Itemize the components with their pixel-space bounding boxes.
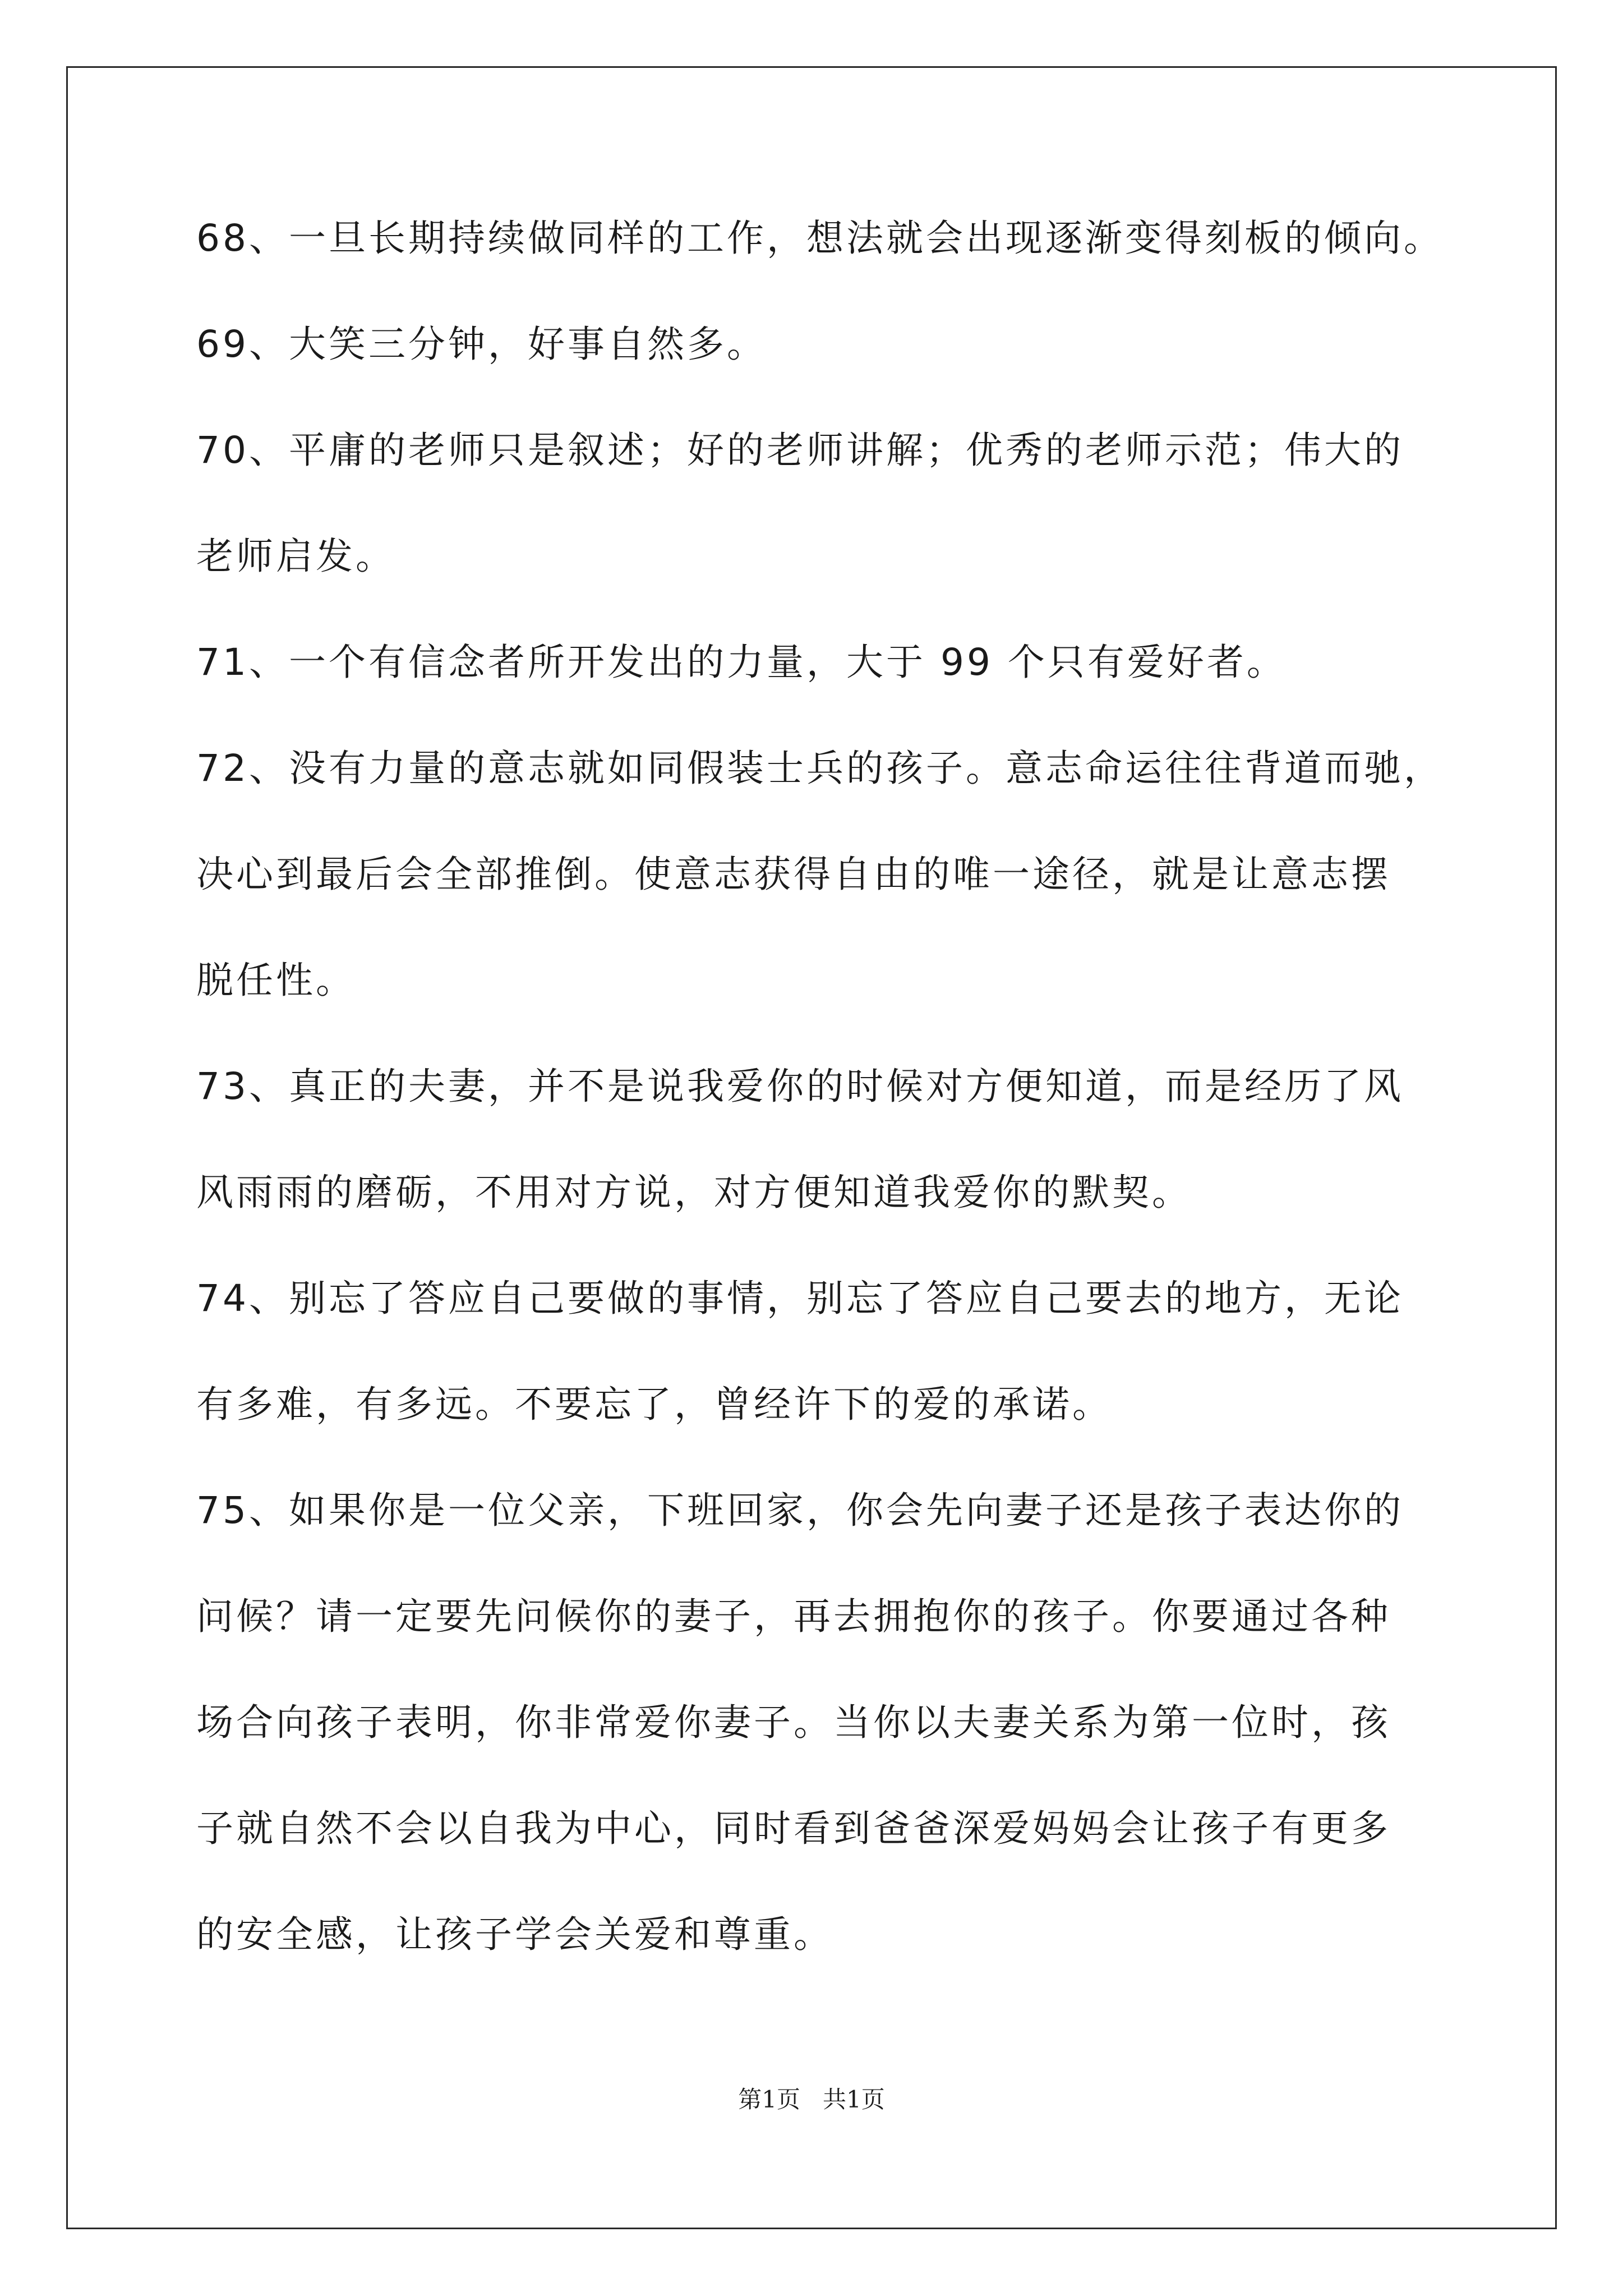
text-line: 子就自然不会以自我为中心，同时看到爸爸深爱妈妈会让孩子有更多 xyxy=(196,1807,1391,1850)
text-line: 68、一旦长期持续做同样的工作，想法就会出现逐渐变得刻板的倾向。 xyxy=(196,217,1444,260)
document-body xyxy=(196,213,1453,2016)
text-line: 的安全感，让孩子学会关爱和尊重。 xyxy=(196,1913,833,1956)
text-line: 74、别忘了答应自己要做的事情，别忘了答应自己要去的地方，无论 xyxy=(196,1277,1404,1320)
text-line: 老师启发。 xyxy=(196,535,395,578)
text-line: 有多难，有多远。不要忘了，曾经许下的爱的承诺。 xyxy=(196,1383,1112,1426)
text-line: 69、大笑三分钟，好事自然多。 xyxy=(196,323,767,366)
text-line: 75、如果你是一位父亲，下班回家，你会先向妻子还是孩子表达你的 xyxy=(196,1489,1404,1532)
text-line: 场合向孩子表明，你非常爱你妻子。当你以夫妻关系为第一位时，孩 xyxy=(196,1701,1391,1744)
text-line: 70、平庸的老师只是叙述；好的老师讲解；优秀的老师示范；伟大的 xyxy=(196,429,1404,472)
text-line: 风雨雨的磨砺，不用对方说，对方便知道我爱你的默契。 xyxy=(196,1171,1192,1214)
page-number-footer: 第1页 共1页 xyxy=(738,2086,885,2113)
text-line: 问候？请一定要先问候你的妻子，再去拥抱你的孩子。你要通过各种 xyxy=(196,1595,1391,1638)
text-line: 决心到最后会全部推倒。使意志获得自由的唯一途径，就是让意志摆 xyxy=(196,853,1391,896)
text-line: 73、真正的夫妻，并不是说我爱你的时候对方便知道，而是经历了风 xyxy=(196,1065,1404,1108)
text-line: 脱任性。 xyxy=(196,959,356,1002)
text-line: 71、一个有信念者所开发出的力量，大于 99 个只有爱好者。 xyxy=(196,641,1287,684)
text-line: 72、没有力量的意志就如同假装士兵的孩子。意志命运往往背道而驰， xyxy=(196,747,1444,790)
